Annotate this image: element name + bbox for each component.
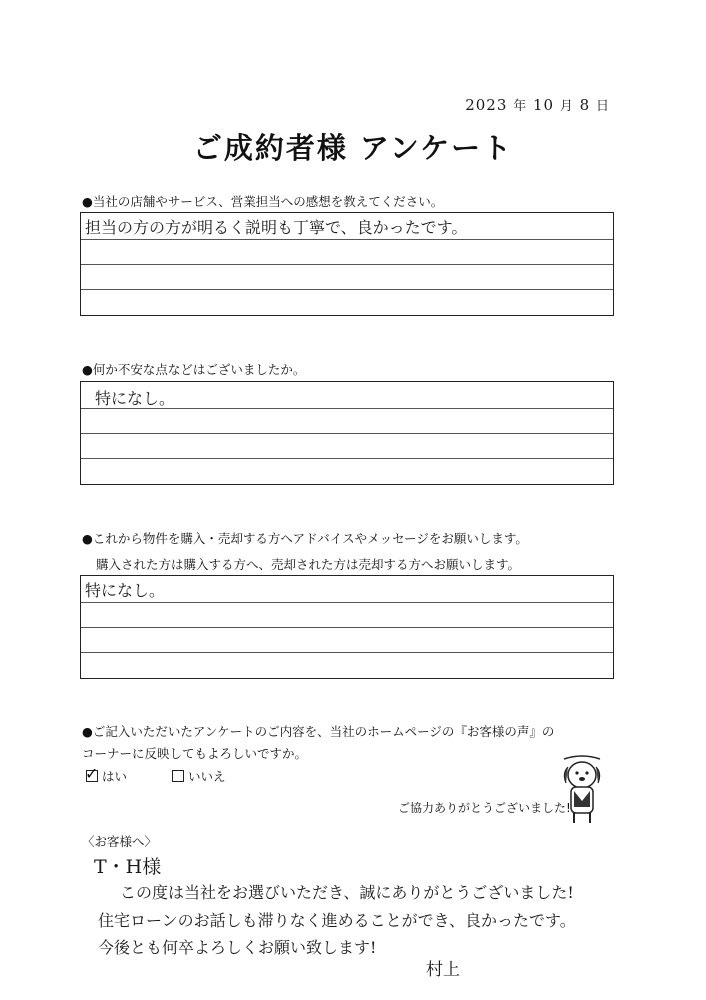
ruled-line — [81, 264, 613, 265]
answer-box-1[interactable] — [80, 212, 614, 316]
survey-date — [465, 95, 610, 114]
ruled-line — [81, 602, 613, 603]
question-3-sub: 購入された方は購入する方へ、売却された方は売却する方へお願いします。 — [96, 557, 521, 572]
answer-box-3[interactable] — [80, 575, 614, 679]
checkbox-checked-icon[interactable] — [85, 764, 99, 783]
date-day-unit: 日 — [595, 99, 610, 114]
ruled-line — [81, 458, 613, 459]
thanks-message: ご協力ありがとうございました! — [398, 801, 571, 815]
question-3: ●これから物件を購入・売却する方へアドバイスやメッセージをお願いします。 — [82, 531, 528, 546]
option-no[interactable] — [172, 767, 226, 785]
ruled-line — [81, 239, 613, 240]
question-2: ●何か不安な点などはございましたか。 — [82, 362, 306, 377]
reply-line-1: この度は当社をお選びいただき、誠にありがとうございました! — [120, 883, 574, 902]
date-year-unit: 年 — [513, 99, 528, 114]
option-yes-label: はい — [101, 769, 127, 784]
reply-signature: 村上 — [426, 960, 460, 980]
date-year: 2023 — [465, 96, 508, 114]
ruled-line — [81, 433, 613, 434]
checkmark-icon: ✓ — [85, 764, 99, 783]
answer-box-2[interactable] — [80, 381, 614, 485]
reply-header: 〈お客様へ〉 — [82, 834, 158, 849]
ruled-line — [81, 289, 613, 290]
page-title: ご成約者様 アンケート — [192, 131, 514, 165]
ruled-line — [81, 627, 613, 628]
reply-line-2: 住宅ローンのお話しも滞りなく進めることができ、良かったです。 — [98, 911, 576, 930]
answer-text-3: 特になし。 — [85, 581, 166, 600]
option-no-label: いいえ — [187, 769, 226, 784]
reply-customer-name: T・H様 — [94, 856, 162, 878]
question-1: ●当社の店舗やサービス、営業担当への感想を教えてください。 — [82, 194, 444, 209]
date-day: 8 — [579, 96, 591, 114]
checkbox-empty-icon[interactable] — [172, 770, 184, 782]
answer-text-1: 担当の方の方が明るく説明も丁寧で、良かったです。 — [85, 218, 468, 237]
option-yes[interactable] — [85, 764, 127, 785]
question-4-cont: コーナーに反映してもよろしいですか。 — [82, 746, 308, 761]
reply-line-3: 今後とも何卒よろしくお願い致します! — [98, 938, 377, 957]
date-month: 10 — [532, 96, 555, 114]
question-4: ●ご記入いただいたアンケートのご内容を、当社のホームページの『お客様の声』の — [82, 724, 555, 739]
dog-mascot-icon — [560, 755, 604, 827]
ruled-line — [81, 652, 613, 653]
date-month-unit: 月 — [559, 99, 574, 114]
answer-text-2: 特になし。 — [95, 389, 176, 408]
